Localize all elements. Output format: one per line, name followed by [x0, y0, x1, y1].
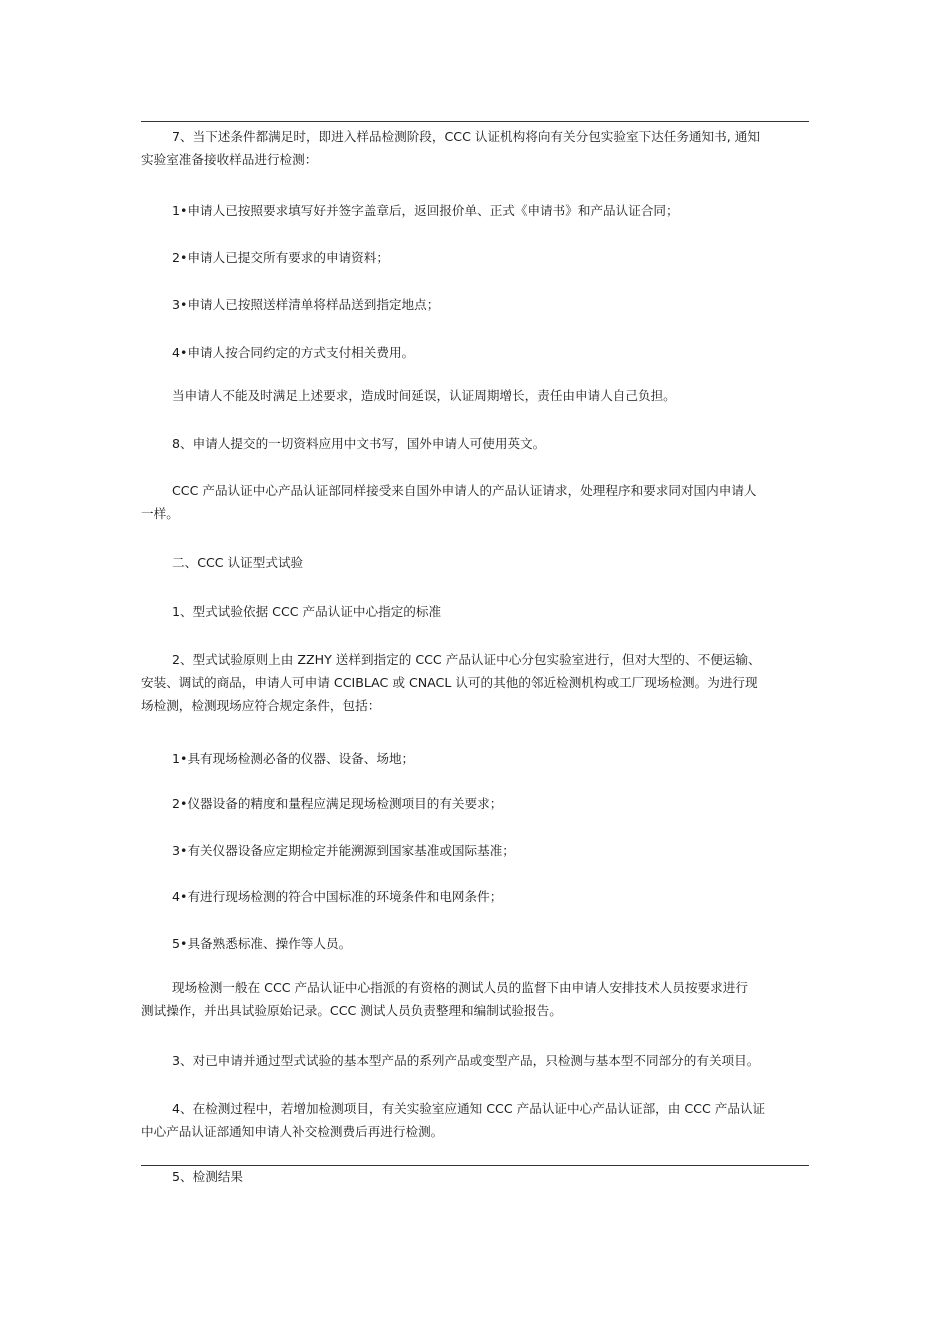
type-test-item-3: 3、对已申请并通过型式试验的基本型产品的系列产品或变型产品，只检测与基本型不同部分的有关项目。 — [172, 1053, 760, 1068]
foreign-applicant-paragraph: CCC 产品认证中心产品认证部同样接受来自国外申请人的产品认证请求，处理程序和要求同对国内申请人 一样。 — [141, 483, 757, 521]
site-condition-4: 4•有进行现场检测的符合中国标准的环境条件和电网条件； — [172, 889, 503, 904]
site-condition-3: 3•有关仪器设备应定期检定并能溯源到国家基准或国际基准； — [172, 843, 515, 858]
type-test-item-4: 4、在检测过程中，若增加检测项目，有关实验室应通知 CCC 产品认证中心产品认证部，由 CCC 产品认证 中心产品认证部通知申请人补交检测费后再进行检测。 — [141, 1101, 766, 1139]
header-rule — [141, 121, 809, 122]
type-test-item-5: 5、检测结果 — [172, 1169, 243, 1184]
section-heading-type-test: 二、CCC 认证型式试验 — [172, 555, 304, 570]
paragraph-item-7: 7、当下述条件都满足时，即进入样品检测阶段，CCC 认证机构将向有关分包实验室下达任务通知书, 通知 实验室准备接收样品进行检测： — [141, 129, 760, 167]
type-test-item-1: 1、型式试验依据 CCC 产品认证中心指定的标准 — [172, 604, 442, 619]
onsite-testing-paragraph: 现场检测一般在 CCC 产品认证中心指派的有资格的测试人员的监督下由申请人安排技术人员按要求进行 测试操作，并出具试验原始记录。CCC 测试人员负责整理和编制试验报告。 — [141, 980, 748, 1018]
site-condition-5: 5•具备熟悉标准、操作等人员。 — [172, 936, 352, 951]
site-condition-1: 1•具有现场检测必备的仪器、设备、场地； — [172, 751, 415, 766]
paragraph-item-8: 8、申请人提交的一切资料应用中文书写，国外申请人可使用英文。 — [172, 436, 546, 451]
site-condition-2: 2•仪器设备的精度和量程应满足现场检测项目的有关要求； — [172, 796, 503, 811]
delay-responsibility-note: 当申请人不能及时满足上述要求，造成时间延误，认证周期增长，责任由申请人自己负担。 — [172, 388, 676, 403]
condition-1: 1•申请人已按照要求填写好并签字盖章后，返回报价单、正式《申请书》和产品认证合同； — [172, 203, 679, 218]
condition-3: 3•申请人已按照送样清单将样品送到指定地点； — [172, 297, 440, 312]
condition-4: 4•申请人按合同约定的方式支付相关费用。 — [172, 345, 415, 360]
condition-2: 2•申请人已提交所有要求的申请资料； — [172, 250, 389, 265]
type-test-item-2: 2、型式试验原则上由 ZZHY 送样到指定的 CCC 产品认证中心分包实验室进行，但对大型的、不便运输、 安装、调试的商品，申请人可申请 CCIBLAC 或 CNACL 认可的其他的邻近检测机构或工厂现场检测。为进行现 场检测，检测现场应符合规定条件，包括： — [141, 652, 761, 713]
